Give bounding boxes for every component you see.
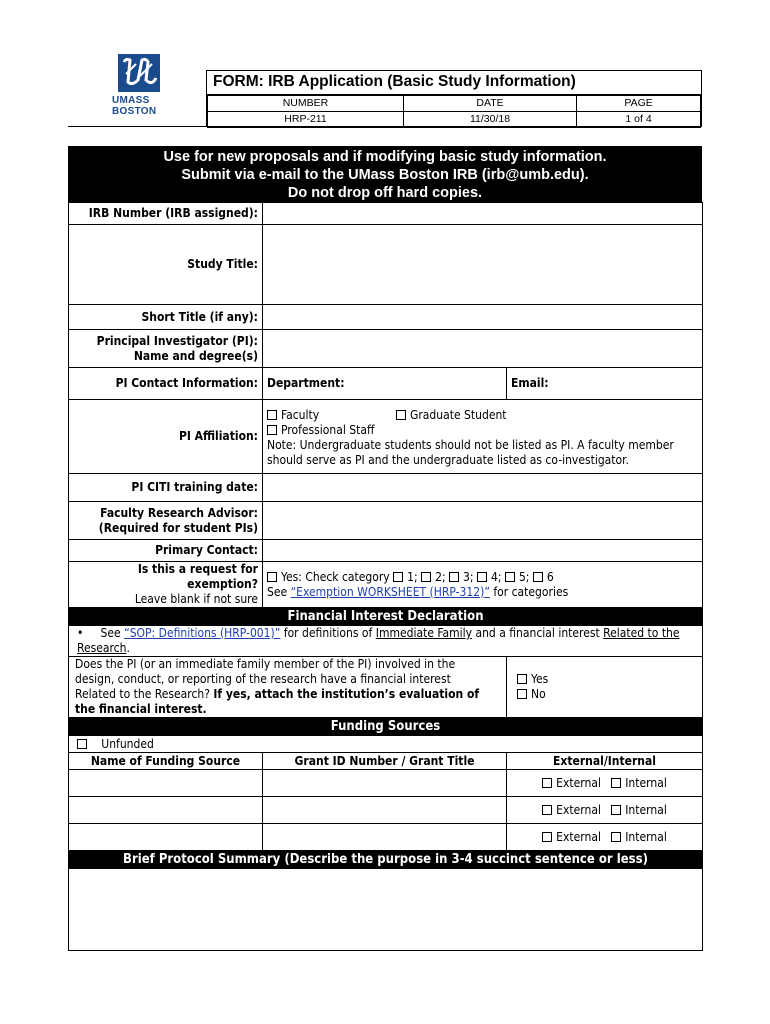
internal-checkbox[interactable]: Internal	[611, 830, 667, 844]
grant-id-header: Grant ID Number / Grant Title	[263, 753, 507, 770]
category-3-checkbox[interactable]: 3;	[449, 570, 474, 584]
category-6-checkbox[interactable]: 6	[533, 570, 554, 584]
form-title: FORM: IRB Application (Basic Study Information)	[213, 73, 576, 90]
grant-id-field[interactable]	[263, 824, 507, 851]
sop-definitions-link[interactable]: “SOP: Definitions (HRP-001)”	[124, 626, 281, 640]
form-header	[206, 70, 702, 127]
pi-name-field[interactable]	[263, 330, 703, 368]
financial-answer	[507, 657, 703, 718]
financial-interest-heading: Financial Interest Declaration	[69, 608, 703, 626]
email-field[interactable]: Email:	[507, 368, 703, 400]
grant-id-field[interactable]	[263, 797, 507, 824]
form-number: HRP-211	[208, 111, 404, 127]
department-field[interactable]: Department:	[263, 368, 507, 400]
category-1-checkbox[interactable]: 1;	[393, 570, 418, 584]
pi-affiliation-label: PI Affiliation:	[69, 400, 263, 474]
external-checkbox[interactable]: External	[542, 830, 601, 844]
funding-source-field[interactable]	[69, 824, 263, 851]
citi-date-field[interactable]	[263, 474, 703, 502]
study-title-field[interactable]	[263, 225, 703, 305]
grant-id-field[interactable]	[263, 770, 507, 797]
pi-name-label: Principal Investigator (PI): Name and degree(s)	[69, 330, 263, 368]
external-checkbox[interactable]: External	[542, 803, 601, 817]
faculty-checkbox[interactable]: Faculty	[267, 408, 319, 422]
short-title-field[interactable]	[263, 305, 703, 330]
protocol-summary-field[interactable]	[69, 869, 703, 951]
prof-staff-checkbox[interactable]: Professional Staff	[267, 423, 698, 438]
instruction-banner: Use for new proposals and if modifying basic study information. Submit via e-mail to the UMass Boston IRB (irb@umb.edu). Do not drop off hard copies.	[68, 146, 702, 202]
internal-checkbox[interactable]: Internal	[611, 803, 667, 817]
grad-student-checkbox[interactable]: Graduate Student	[396, 408, 507, 422]
funding-source-field[interactable]	[69, 797, 263, 824]
protocol-summary-heading: Brief Protocol Summary (Describe the purpose in 3-4 succinct sentence or less)	[69, 851, 703, 869]
page-label: PAGE	[577, 95, 701, 111]
exemption-options: Yes: Check category 1; 2; 3; 4; 5; 6 See “Exemption WORKSHEET (HRP-312)” for categories	[263, 562, 703, 608]
primary-contact-label: Primary Contact:	[69, 540, 263, 562]
citi-date-label: PI CITI training date:	[69, 474, 263, 502]
internal-checkbox[interactable]: Internal	[611, 776, 667, 790]
short-title-label: Short Title (if any):	[69, 305, 263, 330]
form-meta-table	[207, 94, 701, 128]
exemption-worksheet-link[interactable]: “Exemption WORKSHEET (HRP-312)”	[290, 584, 490, 599]
funding-source-header: Name of Funding Source	[69, 753, 263, 770]
date-label: DATE	[403, 95, 576, 111]
funding-row	[69, 797, 703, 824]
category-5-checkbox[interactable]: 5;	[505, 570, 530, 584]
number-label: NUMBER	[208, 95, 404, 111]
header-rule	[68, 126, 702, 127]
unfunded-checkbox[interactable]: Unfunded	[69, 736, 703, 753]
category-4-checkbox[interactable]: 4;	[477, 570, 502, 584]
application-form	[68, 202, 703, 951]
advisor-field[interactable]	[263, 502, 703, 540]
external-internal-header: External/Internal	[507, 753, 703, 770]
form-date: 11/30/18	[403, 111, 576, 127]
irb-number-field[interactable]	[263, 203, 703, 225]
irb-number-label: IRB Number (IRB assigned):	[69, 203, 263, 225]
study-title-label: Study Title:	[69, 225, 263, 305]
affiliation-note: Note: Undergraduate students should not be listed as PI. A faculty member should serve as PI and the undergraduate listed as co-investigator.	[267, 437, 674, 467]
category-2-checkbox[interactable]: 2;	[421, 570, 446, 584]
funding-source-field[interactable]	[69, 770, 263, 797]
financial-question: Does the PI (or an immediate family member of the PI) involved in the design, conduct, or reporting of the research have a financial interest Related to the Research? If yes, attach the institution’s evaluation of the financial interest.	[69, 657, 507, 718]
external-checkbox[interactable]: External	[542, 776, 601, 790]
advisor-label: Faculty Research Advisor: (Required for student PIs)	[69, 502, 263, 540]
primary-contact-field[interactable]	[263, 540, 703, 562]
pi-contact-label: PI Contact Information:	[69, 368, 263, 400]
pi-affiliation-options	[263, 400, 703, 474]
form-page: 1 of 4	[577, 111, 701, 127]
financial-no-checkbox[interactable]: No	[517, 687, 698, 702]
exemption-label: Is this a request for exemption? Leave blank if not sure	[69, 562, 263, 608]
financial-definitions: • See “SOP: Definitions (HRP-001)” for definitions of Immediate Family and a financial interest Related to the Research.	[69, 626, 703, 657]
funding-heading: Funding Sources	[69, 718, 703, 736]
exemption-yes-checkbox[interactable]: Yes: Check category	[267, 570, 390, 584]
financial-yes-checkbox[interactable]: Yes	[517, 672, 698, 687]
funding-row	[69, 770, 703, 797]
logo-wordmark: UMASS BOSTON	[112, 95, 157, 117]
funding-row	[69, 824, 703, 851]
